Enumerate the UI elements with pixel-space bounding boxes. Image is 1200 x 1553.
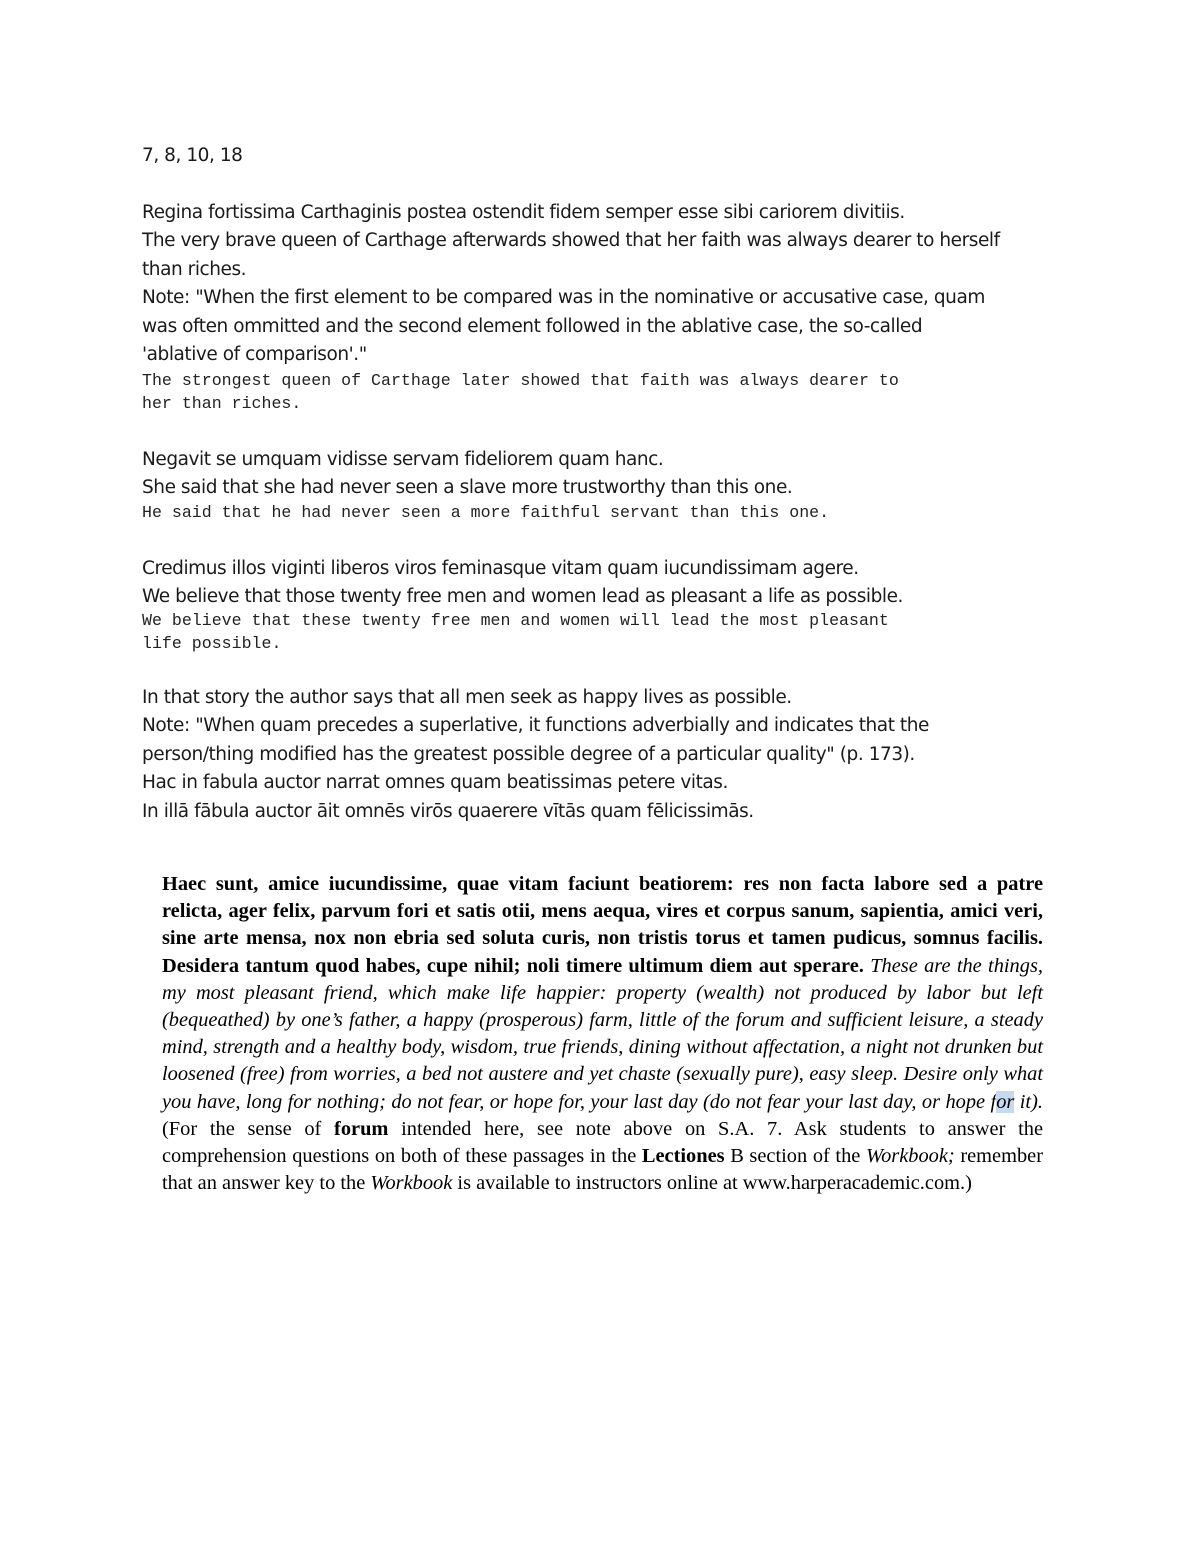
sentence-3-english: We believe that those twenty free men and women lead as pleasant a life as possible.	[142, 586, 903, 608]
sentence-1-answer	[142, 369, 899, 415]
sentence-1-answer-line-1: The strongest queen of Carthage later showed that faith was always dearer to	[142, 371, 899, 390]
sentence-1-english-line-1: The very brave queen of Carthage afterwards showed that her faith was always dearer to herself	[142, 230, 1000, 252]
note-text-2: intended here, see note above on S.A. 7. Ask students to answer the comprehension questions on both of these passages in the	[162, 1117, 1043, 1168]
excerpt-translation	[162, 955, 1043, 1113]
sentence-1-note-line-2: was often ommitted and the second element followed in the ablative case, the so-called	[142, 315, 923, 337]
sentence-1-note-line-3: 'ablative of comparison'."	[142, 344, 367, 366]
note-workbook-word-1: Workbook;	[865, 1145, 955, 1168]
sentence-3-answer	[142, 609, 889, 655]
sentence-3-answer-line-1: We believe that these twenty free men and women will lead the most pleasant	[142, 611, 889, 630]
note-text-1: (For the sense of	[162, 1117, 335, 1140]
sentence-4-latin-1: Hac in fabula auctor narrat omnes quam beatissimas petere vitas.	[142, 772, 728, 794]
sentence-2-answer-line: He said that he had never seen a more faithful servant than this one.	[142, 503, 830, 522]
header-line: 7, 8, 10, 18	[142, 145, 243, 166]
sentence-2-english: She said that she had never seen a slave more trustworthy than this one.	[142, 477, 793, 499]
sentence-1-answer-line-2: her than riches.	[142, 394, 302, 413]
sentence-2-latin: Negavit se umquam vidisse servam fideliorem quam hanc.	[142, 449, 664, 470]
sentence-1-block	[142, 199, 1000, 369]
excerpt-translation-end: it).	[1014, 1090, 1043, 1113]
sentence-4-latin-2: In illā fābula auctor āit omnēs virōs quaerere vītās quam fēlicissimās.	[142, 800, 754, 822]
sentence-3-answer-line-2: life possible.	[142, 634, 282, 653]
excerpt-translation-text: These are the things, my most pleasant friend, which make life happier: property (wealth) not produced by labor but left (bequeathed) by one’s father, a happy (prosperous) farm, little of the forum and sufficient leisure, a steady mind, strength and a healthy body, wisdom, true friends, dining without affectation, a night not drunken but loosened (free) from worries, a bed not austere and yet chaste (sexually pure), easy sleep. Desire only what you have, long for nothing; do not fear, or hope for, your last day (do not fear your last day, or hope f	[162, 954, 1043, 1113]
exercise-numbers	[142, 142, 243, 170]
note-workbook-word-2: Workbook	[370, 1172, 453, 1195]
note-lectiones-word: Lectiones	[641, 1145, 725, 1168]
note-text-5: is available to instructors online at www.harperacademic.com.)	[452, 1172, 972, 1195]
textbook-excerpt	[162, 871, 1043, 1197]
sentence-4-english: In that story the author says that all men seek as happy lives as possible.	[142, 687, 792, 708]
sentence-1-english-line-2: than riches.	[142, 258, 247, 280]
sentence-4-block	[142, 684, 929, 826]
sentence-4-note-line-2: person/thing modified has the greatest possible degree of a particular quality" (p. 173).	[142, 743, 915, 765]
sentence-2-block	[142, 446, 792, 503]
sentence-3-latin: Credimus illos viginti liberos viros feminasque vitam quam iucundissimam agere.	[142, 558, 859, 579]
note-text-4: remember that an answer key to the	[162, 1145, 1043, 1195]
excerpt-latin-passage: Haec sunt, amice iucundissime, quae vitam faciunt beatiorem: res non facta labore sed a patre relicta, ager felix, parvum fori et satis otii, mens aequa, vires et corpus sanum, sapientia, amici veri, sine arte mensa, nox non ebria sed soluta curis, non tristis torus et tamen pudicus, somnus facilis. Desidera tantum quod habes, cupe nihil; noli timere ultimum diem aut sperare.	[162, 873, 1043, 977]
excerpt-teacher-note	[162, 1118, 1043, 1194]
note-forum-word: forum	[334, 1117, 389, 1140]
sentence-4-note-line-1: Note: "When quam precedes a superlative, it functions adverbially and indicates that the	[142, 715, 929, 737]
sentence-1-latin: Regina fortissima Carthaginis postea ostendit fidem semper esse sibi cariorem divitiis.	[142, 202, 905, 223]
sentence-3-block	[142, 555, 903, 612]
note-text-3: B section of the	[724, 1145, 866, 1168]
sentence-1-note-line-1: Note: "When the first element to be compared was in the nominative or accusative case, quam	[142, 287, 985, 309]
text-selection-highlight[interactable]: or	[996, 1090, 1015, 1113]
sentence-2-answer	[142, 501, 829, 524]
